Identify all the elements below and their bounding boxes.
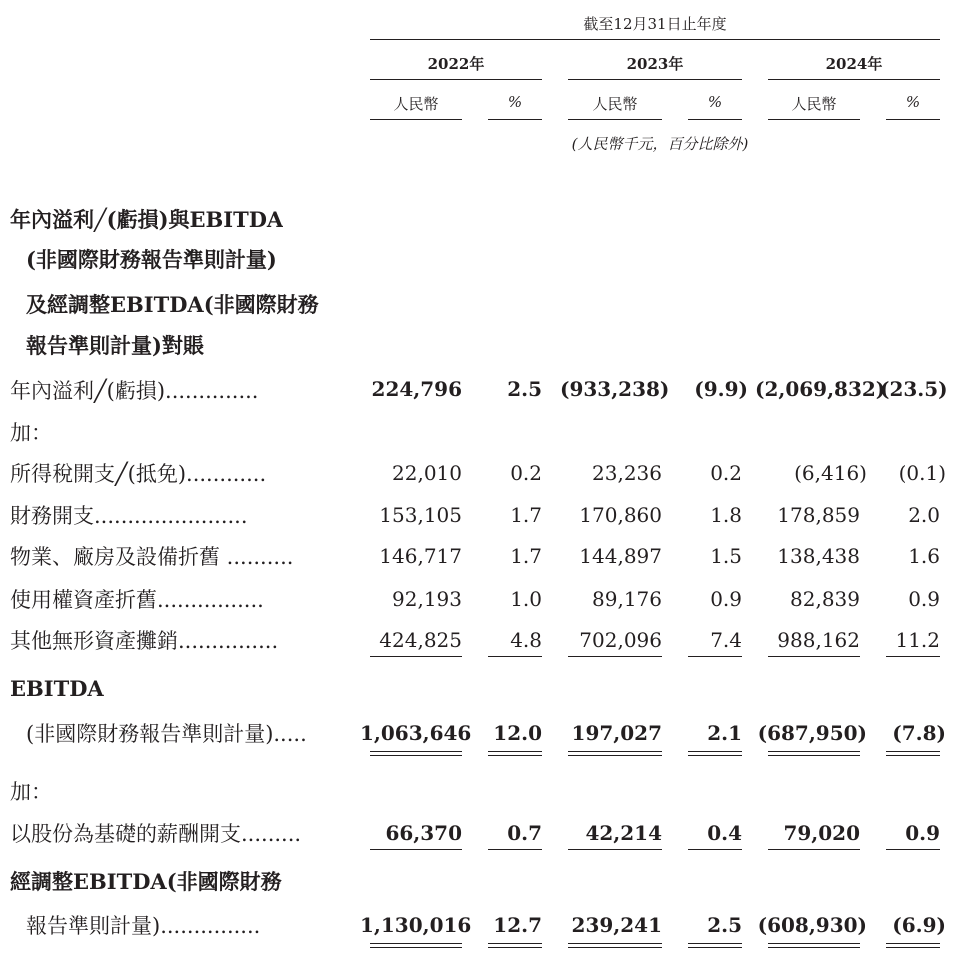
row-label-amort: 其他無形資產攤銷............... xyxy=(10,629,279,653)
ebitda-double-rule-5b xyxy=(768,755,860,756)
subtotal-rule-2 xyxy=(488,656,542,657)
cell-ebitda-2023-pct: 2.1 xyxy=(707,721,742,745)
subtotal-rule-1 xyxy=(370,656,462,657)
sub-rule-3 xyxy=(568,119,662,120)
year-2022-rule xyxy=(370,79,542,80)
adj-double-rule-2b xyxy=(488,947,542,948)
cell-sbc-2023-pct: 0.4 xyxy=(707,821,742,845)
cell-ppe-2023-rmb: 144,897 xyxy=(579,544,662,568)
row-label-adj: 報告準則計量)............... xyxy=(26,914,261,938)
period-rule xyxy=(370,39,940,40)
adj-double-rule-5a xyxy=(768,943,860,944)
ebitda-double-rule-1a xyxy=(370,751,462,752)
cell-adj-2024-pct: (6.9) xyxy=(892,913,946,937)
sub-rule-1 xyxy=(370,119,462,120)
cell-rou-2024-pct: 0.9 xyxy=(908,587,940,611)
row-label-ebitda-title: EBITDA xyxy=(10,676,104,701)
sub-pct-2022: % xyxy=(507,93,523,111)
cell-profit-2024-pct: (23.5) xyxy=(880,377,948,401)
row-label-finance: 財務開支....................... xyxy=(10,504,248,528)
row-label-adj-title: 經調整EBITDA(非國際財務 xyxy=(10,869,282,894)
ebitda-double-rule-6b xyxy=(886,755,940,756)
year-2022: 2022年 xyxy=(427,55,485,73)
adj-double-rule-3a xyxy=(568,943,662,944)
adj-double-rule-5b xyxy=(768,947,860,948)
cell-sbc-2024-pct: 0.9 xyxy=(905,821,940,845)
cell-rou-2022-pct: 1.0 xyxy=(510,587,542,611)
cell-tax-2023-rmb: 23,236 xyxy=(592,461,662,485)
cell-adj-2023-pct: 2.5 xyxy=(707,913,742,937)
cell-tax-2024-rmb: (6,416) xyxy=(794,461,867,485)
row-label-tax: 所得稅開支╱(抵免)............ xyxy=(10,462,267,486)
ebitda-double-rule-1b xyxy=(370,755,462,756)
section-title-line-3: 及經調整EBITDA(非國際財務 xyxy=(26,292,319,317)
period-heading: 截至12月31日止年度 xyxy=(583,15,727,33)
sbc-rule-2 xyxy=(488,849,542,850)
cell-amort-2024-rmb: 988,162 xyxy=(777,628,860,652)
sub-rmb-2022: 人民幣 xyxy=(393,95,439,113)
cell-amort-2022-rmb: 424,825 xyxy=(379,628,462,652)
cell-adj-2023-rmb: 239,241 xyxy=(571,913,662,937)
row-label-ebitda: (非國際財務報告準則計量)..... xyxy=(26,722,307,746)
year-2023-rule xyxy=(568,79,742,80)
sub-pct-2024: % xyxy=(905,93,921,111)
cell-adj-2024-rmb: (608,930) xyxy=(757,913,867,937)
sub-rule-6 xyxy=(886,119,940,120)
cell-amort-2023-pct: 7.4 xyxy=(710,628,742,652)
sbc-rule-1 xyxy=(370,849,462,850)
cell-ebitda-2022-rmb: 1,063,646 xyxy=(360,721,472,745)
sub-rmb-2024: 人民幣 xyxy=(791,95,837,113)
sbc-rule-4 xyxy=(688,849,742,850)
row-label-ppe: 物業、廠房及設備折舊 .......... xyxy=(10,545,294,569)
cell-sbc-2023-rmb: 42,214 xyxy=(585,821,662,845)
cell-profit-2023-rmb: (933,238) xyxy=(560,377,670,401)
sub-rmb-2023: 人民幣 xyxy=(592,95,638,113)
row-label-profit: 年內溢利╱(虧損).............. xyxy=(10,379,259,403)
subtotal-rule-6 xyxy=(886,656,940,657)
adj-double-rule-4b xyxy=(688,947,742,948)
cell-adj-2022-pct: 12.7 xyxy=(493,913,542,937)
cell-finance-2024-pct: 2.0 xyxy=(908,503,940,527)
ebitda-double-rule-3b xyxy=(568,755,662,756)
cell-finance-2022-rmb: 153,105 xyxy=(379,503,462,527)
adj-double-rule-6a xyxy=(886,943,940,944)
year-2024: 2024年 xyxy=(825,55,883,73)
cell-finance-2024-rmb: 178,859 xyxy=(777,503,860,527)
row-label-add-1: 加： xyxy=(10,421,52,445)
row-label-add-2: 加： xyxy=(10,780,52,804)
cell-finance-2023-pct: 1.8 xyxy=(710,503,742,527)
cell-ebitda-2023-rmb: 197,027 xyxy=(571,721,662,745)
cell-ebitda-2022-pct: 12.0 xyxy=(493,721,542,745)
cell-ebitda-2024-rmb: (687,950) xyxy=(757,721,867,745)
sub-rule-2 xyxy=(488,119,542,120)
cell-profit-2022-rmb: 224,796 xyxy=(371,377,462,401)
cell-tax-2022-pct: 0.2 xyxy=(510,461,542,485)
ebitda-double-rule-5a xyxy=(768,751,860,752)
ebitda-double-rule-2b xyxy=(488,755,542,756)
cell-ppe-2023-pct: 1.5 xyxy=(710,544,742,568)
cell-ppe-2022-pct: 1.7 xyxy=(510,544,542,568)
cell-profit-2024-rmb: (2,069,832) xyxy=(755,377,886,401)
cell-ppe-2022-rmb: 146,717 xyxy=(379,544,462,568)
cell-ppe-2024-rmb: 138,438 xyxy=(777,544,860,568)
cell-rou-2022-rmb: 92,193 xyxy=(392,587,462,611)
cell-finance-2022-pct: 1.7 xyxy=(510,503,542,527)
row-label-sbc: 以股份為基礎的薪酬開支......... xyxy=(10,822,302,846)
year-2023: 2023年 xyxy=(626,55,684,73)
section-title-line-1: 年內溢利╱(虧損)與EBITDA xyxy=(10,207,284,232)
cell-tax-2022-rmb: 22,010 xyxy=(392,461,462,485)
cell-sbc-2024-rmb: 79,020 xyxy=(783,821,860,845)
adj-double-rule-1a xyxy=(370,943,462,944)
cell-profit-2022-pct: 2.5 xyxy=(507,377,542,401)
ebitda-double-rule-2a xyxy=(488,751,542,752)
cell-tax-2023-pct: 0.2 xyxy=(710,461,742,485)
sub-rule-5 xyxy=(768,119,860,120)
cell-ppe-2024-pct: 1.6 xyxy=(908,544,940,568)
subtotal-rule-5 xyxy=(768,656,860,657)
cell-ebitda-2024-pct: (7.8) xyxy=(892,721,946,745)
cell-adj-2022-rmb: 1,130,016 xyxy=(360,913,472,937)
sub-rule-4 xyxy=(688,119,742,120)
sbc-rule-6 xyxy=(886,849,940,850)
sub-pct-2023: % xyxy=(707,93,723,111)
adj-double-rule-6b xyxy=(886,947,940,948)
cell-sbc-2022-pct: 0.7 xyxy=(507,821,542,845)
cell-rou-2023-rmb: 89,176 xyxy=(592,587,662,611)
subtotal-rule-3 xyxy=(568,656,662,657)
cell-finance-2023-rmb: 170,860 xyxy=(579,503,662,527)
subtotal-rule-4 xyxy=(688,656,742,657)
cell-rou-2023-pct: 0.9 xyxy=(710,587,742,611)
section-title-line-4: 報告準則計量)對賬 xyxy=(26,333,204,358)
unit-note: (人民幣千元，百分比除外) xyxy=(571,135,749,153)
adj-double-rule-1b xyxy=(370,947,462,948)
year-2024-rule xyxy=(768,79,940,80)
cell-rou-2024-rmb: 82,839 xyxy=(790,587,860,611)
adj-double-rule-2a xyxy=(488,943,542,944)
sbc-rule-3 xyxy=(568,849,662,850)
row-label-rou: 使用權資產折舊................ xyxy=(10,588,264,612)
cell-amort-2023-rmb: 702,096 xyxy=(579,628,662,652)
adj-double-rule-3b xyxy=(568,947,662,948)
ebitda-double-rule-6a xyxy=(886,751,940,752)
cell-amort-2024-pct: 11.2 xyxy=(895,628,940,652)
ebitda-double-rule-3a xyxy=(568,751,662,752)
cell-profit-2023-pct: (9.9) xyxy=(694,377,748,401)
ebitda-double-rule-4a xyxy=(688,751,742,752)
cell-amort-2022-pct: 4.8 xyxy=(510,628,542,652)
ebitda-double-rule-4b xyxy=(688,755,742,756)
cell-tax-2024-pct: (0.1) xyxy=(898,461,946,485)
adj-double-rule-4a xyxy=(688,943,742,944)
cell-sbc-2022-rmb: 66,370 xyxy=(385,821,462,845)
sbc-rule-5 xyxy=(768,849,860,850)
section-title-line-2: (非國際財務報告準則計量) xyxy=(26,247,277,272)
